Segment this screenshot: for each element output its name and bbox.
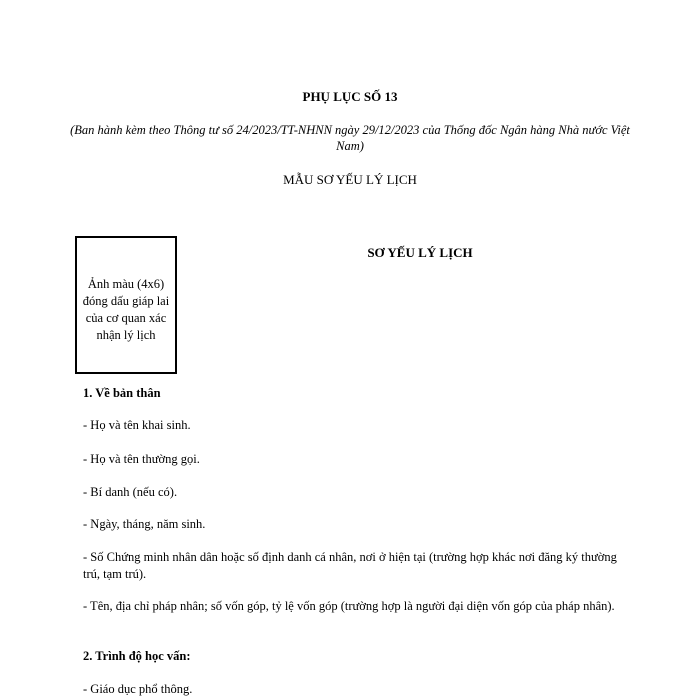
section-1-item-alias: - Bí danh (nếu có). xyxy=(83,485,178,499)
section-1-item-common-name: - Họ và tên thường gọi. xyxy=(83,452,200,466)
document-title: SƠ YẾU LÝ LỊCH xyxy=(367,245,473,260)
section-2-item-general-education: - Giáo dục phổ thông. xyxy=(83,682,193,696)
section-2-heading: 2. Trình độ học vấn: xyxy=(83,649,191,663)
section-1-item-id-number: - Số Chứng minh nhân dân hoặc số định danh cá nhân, nơi ở hiện tại (trường hợp khác nơi đăng ký thường trú, tạm trú). xyxy=(83,550,617,581)
section-1-item-legal-entity: - Tên, địa chỉ pháp nhân; số vốn góp, tỷ lệ vốn góp (trường hợp là người đại diện vốn góp của pháp nhân). xyxy=(83,599,615,613)
section-1-item-birth-name: - Họ và tên khai sinh. xyxy=(83,418,191,432)
photo-placeholder-label: Ảnh màu (4x6) đóng dấu giáp lai của cơ quan xác nhận lý lịch xyxy=(82,277,170,342)
photo-placeholder-box xyxy=(75,236,177,374)
form-name: MẪU SƠ YẾU LÝ LỊCH xyxy=(283,172,417,187)
section-1-item-date-of-birth: - Ngày, tháng, năm sinh. xyxy=(83,517,206,531)
issuance-note: (Ban hành kèm theo Thông tư số 24/2023/TT-NHNN ngày 29/12/2023 của Thống đốc Ngân hàng Nhà nước Việt Nam) xyxy=(70,123,630,153)
appendix-title: PHỤ LỤC SỐ 13 xyxy=(302,89,398,104)
section-1-heading: 1. Về bản thân xyxy=(83,386,161,400)
